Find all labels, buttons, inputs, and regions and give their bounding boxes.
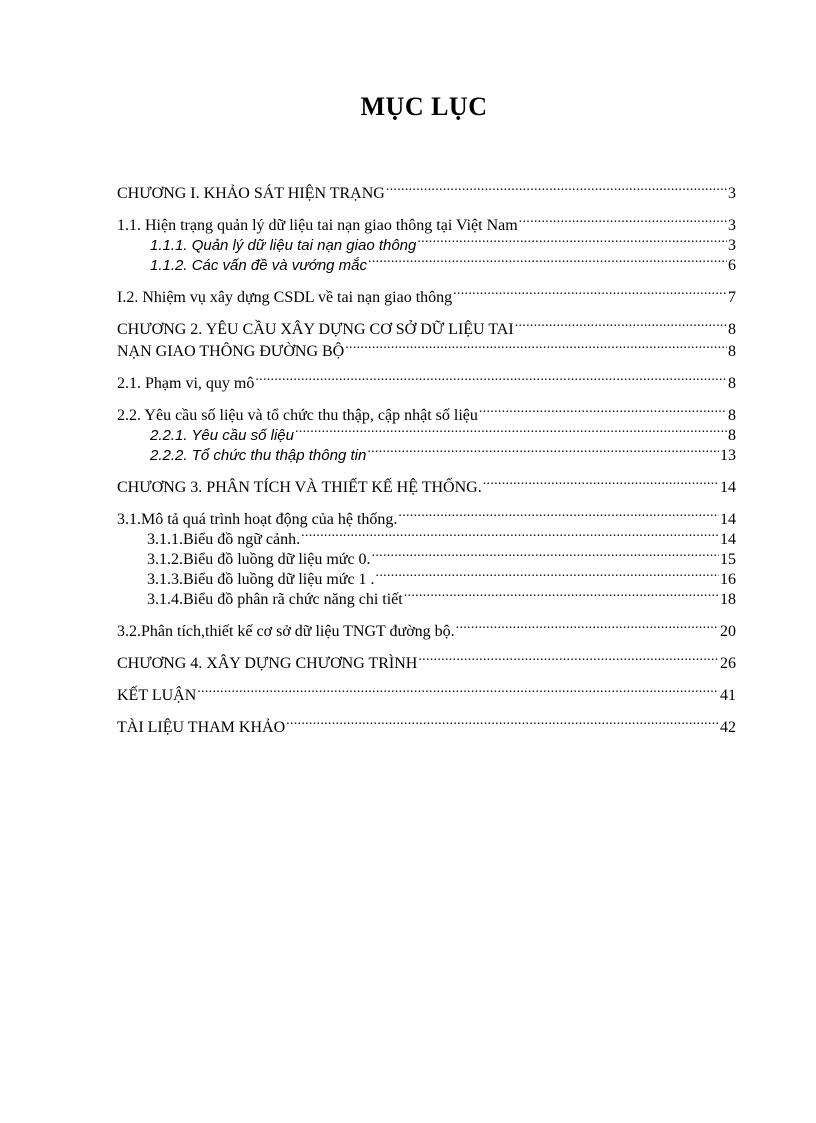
toc-entry-text: 2.2. Yêu cầu số liệu và tổ chức thu thập, cập nhật số liệu <box>117 407 478 424</box>
toc-leader-dots <box>301 524 719 544</box>
toc-leader-dots <box>368 250 727 270</box>
toc-leader-dots <box>479 400 727 420</box>
toc-entry-page: 26 <box>720 655 736 672</box>
toc-leader-dots <box>404 584 719 604</box>
toc-leader-dots <box>372 544 719 564</box>
page-title: MỤC LỤC <box>360 92 488 121</box>
toc-entry-text: CHƯƠNG 4. XÂY DỰNG CHƯƠNG TRÌNH <box>117 655 418 672</box>
toc-leader-dots <box>376 564 719 584</box>
toc-entry[interactable] <box>117 648 736 672</box>
toc-leader-dots <box>255 368 727 388</box>
toc-entry[interactable] <box>117 178 736 202</box>
toc-entry-page: 6 <box>728 257 736 274</box>
toc-leader-dots <box>483 472 719 492</box>
toc-leader-dots <box>519 210 727 230</box>
toc-entry-page: 8 <box>728 321 736 338</box>
toc-entry-page: 14 <box>720 479 736 496</box>
toc-entry-text: CHƯƠNG 2. YÊU CẦU XÂY DỰNG CƠ SỞ DỮ LIỆU TAI <box>117 321 514 338</box>
toc-leader-dots <box>345 336 727 356</box>
toc-leader-dots <box>367 440 719 460</box>
toc-entry-page: 20 <box>720 623 736 640</box>
toc-entry-page: 8 <box>728 343 736 360</box>
toc-entry-text: KẾT LUẬN <box>117 687 197 704</box>
toc-entry-page: 3 <box>728 217 736 234</box>
toc-leader-dots <box>386 178 727 198</box>
toc-entry-page: 3 <box>728 237 736 254</box>
toc-entry-text: I.2. Nhiệm vụ xây dựng CSDL về tai nạn giao thông <box>117 289 453 306</box>
toc-entry-text: 3.1.4.Biểu đồ phân rã chức năng chi tiết <box>147 591 403 608</box>
toc-entry-page: 14 <box>720 531 736 548</box>
toc-entry-text: 3.1.Mô tả quá trình hoạt động của hệ thống. <box>117 511 398 528</box>
toc-entry-page: 15 <box>720 551 736 568</box>
toc-entry-page: 8 <box>728 407 736 424</box>
toc-entry-text: 1.1.1. Quản lý dữ liệu tai nạn giao thông <box>150 237 417 254</box>
toc-leader-dots <box>286 712 719 732</box>
toc-entry[interactable] <box>117 504 736 528</box>
toc-entry-text: 3.2.Phân tích,thiết kế cơ sở dữ liệu TNGT đường bộ. <box>117 623 455 640</box>
toc-entry-text: 3.1.1.Biểu đồ ngữ cảnh. <box>147 531 301 548</box>
toc-leader-dots <box>515 314 727 334</box>
toc-entry[interactable] <box>117 680 736 704</box>
toc-entry[interactable] <box>117 282 736 306</box>
toc-entry-text: 2.1. Phạm vi, quy mô <box>117 375 255 392</box>
toc-entry-text: 3.1.2.Biểu đồ luồng dữ liệu mức 0. <box>147 551 371 568</box>
toc-entry-text: 2.2.2. Tổ chức thu thập thông tin <box>150 447 367 464</box>
toc-entry-text: NẠN GIAO THÔNG ĐƯỜNG BỘ <box>117 343 345 360</box>
toc-entry-text: 1.1.2. Các vấn đề và vướng mắc <box>150 257 368 274</box>
toc-entry-text: 1.1. Hiện trạng quản lý dữ liệu tai nạn giao thông tại Việt Nam <box>117 217 518 234</box>
toc-entry[interactable] <box>117 210 736 234</box>
toc-leader-dots <box>417 230 727 250</box>
toc-entry-text: 3.1.3.Biểu đồ luồng dữ liệu mức 1 . <box>147 571 375 588</box>
toc-entry-page: 41 <box>720 687 736 704</box>
toc-entry-page: 8 <box>728 375 736 392</box>
toc-entry-text: TÀI LIỆU THAM KHẢO <box>117 719 286 736</box>
toc-entry-page: 18 <box>720 591 736 608</box>
toc-entry-page: 14 <box>720 511 736 528</box>
toc-entry[interactable] <box>117 616 736 640</box>
toc-leader-dots <box>418 648 719 668</box>
toc-leader-dots <box>456 616 719 636</box>
toc-entry-text: CHƯƠNG 3. PHÂN TÍCH VÀ THIẾT KẾ HỆ THỐNG. <box>117 479 482 496</box>
toc-entry[interactable] <box>117 712 736 736</box>
toc-entry-page: 42 <box>720 719 736 736</box>
toc-entry-page: 3 <box>728 185 736 202</box>
toc-entry-page: 7 <box>728 289 736 306</box>
toc-leader-dots <box>295 420 727 440</box>
toc-entry[interactable] <box>117 368 736 392</box>
toc-entry-text: CHƯƠNG I. KHẢO SÁT HIỆN TRẠNG <box>117 185 385 202</box>
toc-entry[interactable] <box>117 472 736 496</box>
table-of-contents <box>117 178 736 736</box>
toc-leader-dots <box>398 504 719 524</box>
toc-entry-page: 16 <box>720 571 736 588</box>
toc-entry-page: 8 <box>728 427 736 444</box>
toc-leader-dots <box>197 680 719 700</box>
toc-entry-page: 13 <box>720 447 736 464</box>
toc-entry-text: 2.2.1. Yêu cầu số liệu <box>150 427 294 444</box>
toc-entry[interactable] <box>117 314 736 338</box>
toc-entry[interactable] <box>117 400 736 424</box>
toc-leader-dots <box>453 282 727 302</box>
